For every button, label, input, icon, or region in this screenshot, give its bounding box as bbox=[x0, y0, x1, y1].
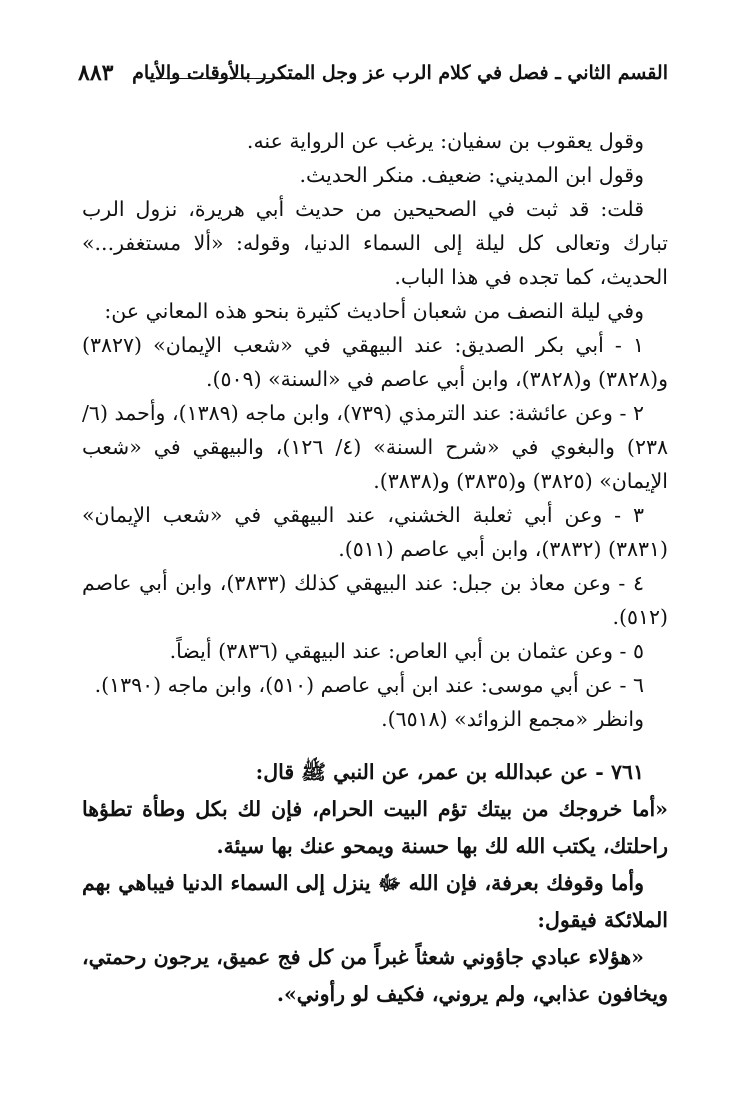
paragraph-shaban: وفي ليلة النصف من شعبان أحاديث كثيرة بنحو هذه المعاني عن: bbox=[104, 299, 644, 323]
list-item-abu-musa: ٦ - عن أبي موسى: عند ابن أبي عاصم (٥١٠)، وابن ماجه (١٣٩٠). bbox=[94, 673, 644, 697]
header-rule bbox=[150, 78, 310, 79]
paragraph-yaqub: وقول يعقوب بن سفيان: يرغب عن الرواية عنه. bbox=[246, 129, 644, 153]
page-number: ٨٨٣ bbox=[78, 60, 114, 86]
page-body bbox=[82, 124, 668, 1013]
running-header bbox=[78, 52, 668, 98]
list-item-aisha: ٢ - وعن عائشة: عند الترمذي (٧٣٩)، وابن ماجه (١٣٨٩)، وأحمد (٦/ ٢٣٨) والبغوي في «شرح السنة» (٤/ ١٢٦)، والبيهقي في «شعب الإيمان» (٣٨٢٥) و(٣٨٣٥) و(٣٨٣٨). bbox=[82, 401, 668, 493]
list-item-muadh: ٤ - وعن معاذ بن جبل: عند البيهقي كذلك (٣٨٣٣)، وابن أبي عاصم (٥١٢). bbox=[82, 571, 668, 629]
hadith-text-3: «هؤلاء عبادي جاؤوني شعثاً غبراً من كل فج عميق، يرجون رحمتي، ويخافون عذابي، ولم يروني، فكيف لو رأوني». bbox=[82, 945, 668, 1006]
paragraph-qultu: قلت: قد ثبت في الصحيحين من حديث أبي هريرة، نزول الرب تبارك وتعالى كل ليلة إلى السماء الدنيا، وقوله: «ألا مستغفر...» الحديث، كما تجده في هذا الباب. bbox=[82, 197, 668, 289]
hadith-heading: ٧٦١ - عن عبدالله بن عمر، عن النبي ﷺ قال: bbox=[255, 760, 644, 784]
paragraph-majma: وانظر «مجمع الزوائد» (٦٥١٨). bbox=[381, 707, 644, 731]
paragraph-ibn-madini: وقول ابن المديني: ضعيف. منكر الحديث. bbox=[299, 163, 644, 187]
running-header-title: القسم الثاني ـ فصل في كلام الرب عز وجل المتكرر بالأوقات والأيام bbox=[132, 62, 668, 84]
hadith-text-2: وأما وقوفك بعرفة، فإن الله ﷻ ينزل إلى السماء الدنيا فيباهي بهم الملائكة فيقول: bbox=[82, 871, 668, 932]
hadith-text-1: «أما خروجك من بيتك تؤم البيت الحرام، فإن لك بكل وطأة تطؤها راحلتك، يكتب الله لك بها حسنة ويمحو عنك بها سيئة. bbox=[82, 797, 668, 858]
list-item-uthman: ٥ - وعن عثمان بن أبي العاص: عند البيهقي (٣٨٣٦) أيضاً. bbox=[169, 639, 644, 663]
list-item-abu-bakr: ١ - أبي بكر الصديق: عند البيهقي في «شعب الإيمان» (٣٨٢٧) و(٣٨٢٨) و(٣٨٢٨)، وابن أبي عاصم في «السنة» (٥٠٩). bbox=[82, 333, 668, 391]
list-item-abu-thalaba: ٣ - وعن أبي ثعلبة الخشني، عند البيهقي في «شعب الإيمان» (٣٨٣١) (٣٨٣٢)، وابن أبي عاصم (٥١١). bbox=[82, 503, 668, 561]
